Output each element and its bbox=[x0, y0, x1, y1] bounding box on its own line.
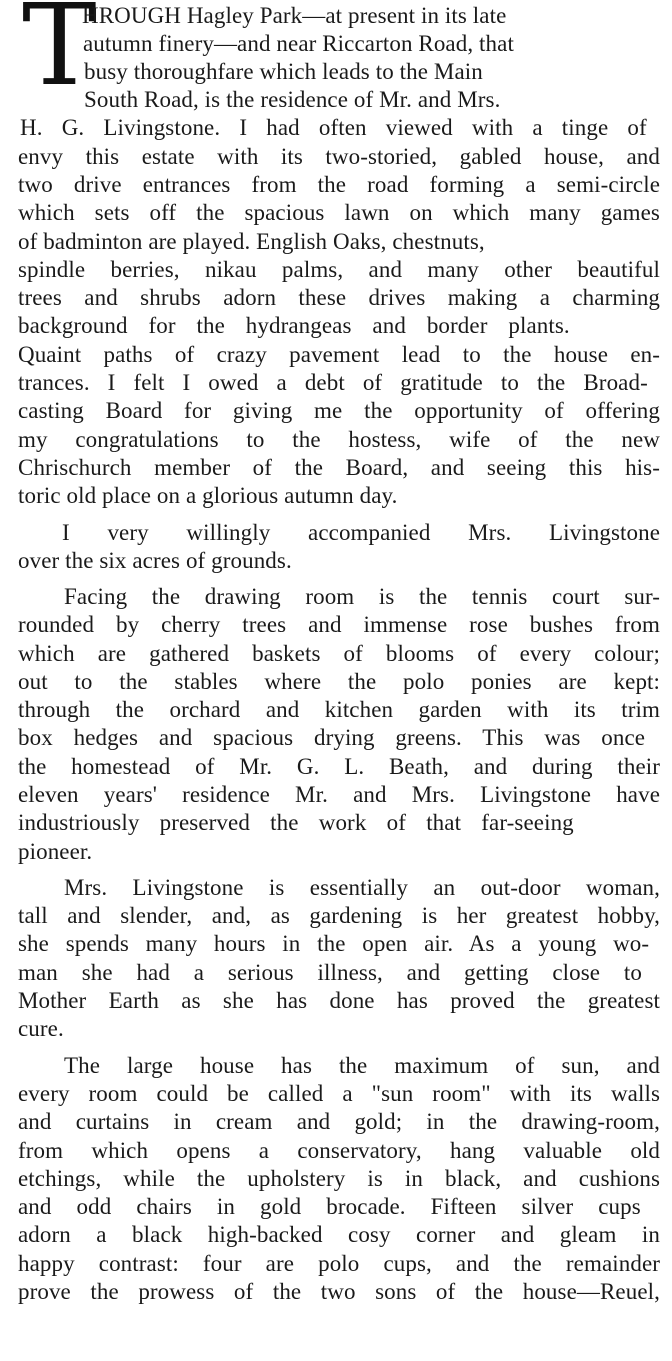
text-line: spindle berries, nikau palms, and many other beautiful bbox=[18, 257, 661, 282]
text-line: through the orchard and kitchen garden with its trim bbox=[18, 697, 660, 722]
text-line: trees and shrubs adorn these drives making a charming bbox=[18, 285, 661, 310]
text-line: pioneer. bbox=[18, 839, 93, 864]
text-line: The large house has the maximum of sun, and bbox=[64, 1053, 661, 1078]
text-line: man she had a serious illness, and getting close to bbox=[18, 960, 642, 985]
text-line: every room could be called a "sun room" with its walls bbox=[18, 1081, 660, 1106]
text-line: tall and slender, and, as gardening is her greatest hobby, bbox=[18, 903, 661, 928]
text-line: and odd chairs in gold brocade. Fifteen silver cups bbox=[18, 1194, 641, 1219]
text-line: happy contrast: four are polo cups, and the remainder bbox=[18, 1251, 661, 1276]
text-line: which are gathered baskets of blooms of every colour; bbox=[18, 641, 661, 666]
text-line: HROUGH Hagley Park—at present in its late bbox=[82, 3, 507, 28]
text-line: two drive entrances from the road forming a semi-circle bbox=[18, 172, 660, 197]
text-line: Mother Earth as she has done has proved the greatest bbox=[18, 988, 661, 1013]
text-line: background for the hydrangeas and border plants. bbox=[18, 313, 570, 338]
text-line: busy thoroughfare which leads to the Main bbox=[84, 59, 483, 84]
text-line: Chrischurch member of the Board, and seeing this his- bbox=[18, 455, 660, 480]
text-line: which sets off the spacious lawn on which many games bbox=[18, 200, 660, 225]
text-line: toric old place on a glorious autumn day. bbox=[18, 483, 398, 508]
text-line: she spends many hours in the open air. As a young wo- bbox=[18, 931, 650, 956]
text-line: H. G. Livingstone. I had often viewed with a tinge of bbox=[20, 115, 647, 140]
text-line: the homestead of Mr. G. L. Beath, and during their bbox=[18, 754, 661, 779]
text-line: prove the prowess of the two sons of the house—Reuel, bbox=[18, 1279, 660, 1304]
text-line: of badminton are played. English Oaks, chestnuts, bbox=[18, 229, 485, 254]
text-line: Quaint paths of crazy pavement lead to the house en- bbox=[18, 342, 660, 367]
text-line: etchings, while the upholstery is in black, and cushions bbox=[18, 1166, 660, 1191]
text-line: South Road, is the residence of Mr. and Mrs. bbox=[84, 87, 501, 112]
text-line: Facing the drawing room is the tennis court sur- bbox=[64, 584, 661, 609]
text-line: my congratulations to the hostess, wife of the new bbox=[18, 427, 661, 452]
text-line: trances. I felt I owed a debt of gratitude to the Broad- bbox=[18, 370, 648, 395]
text-line: eleven years' residence Mr. and Mrs. Livingstone have bbox=[18, 782, 661, 807]
text-line: over the six acres of grounds. bbox=[18, 548, 292, 573]
text-line: box hedges and spacious drying greens. This was once bbox=[18, 725, 646, 750]
text-line: adorn a black high-backed cosy corner and gleam in bbox=[18, 1222, 660, 1247]
text-line: cure. bbox=[18, 1016, 64, 1041]
text-line: envy this estate with its two-storied, gabled house, and bbox=[18, 144, 660, 169]
text-line: Mrs. Livingstone is essentially an out-door woman, bbox=[64, 875, 660, 900]
text-line: rounded by cherry trees and immense rose bushes from bbox=[18, 612, 661, 637]
text-line: from which opens a conservatory, hang valuable old bbox=[18, 1138, 661, 1163]
text-line: casting Board for giving me the opportunity of offering bbox=[18, 398, 661, 423]
text-line: out to the stables where the polo ponies are kept: bbox=[18, 669, 661, 694]
text-line: autumn finery—and near Riccarton Road, that bbox=[83, 31, 514, 56]
text-line: industriously preserved the work of that far-seeing bbox=[18, 810, 574, 835]
text-line: and curtains in cream and gold; in the drawing-room, bbox=[18, 1109, 660, 1134]
text-line: I very willingly accompanied Mrs. Livingstone bbox=[62, 520, 660, 545]
drop-cap: T bbox=[22, 0, 97, 111]
